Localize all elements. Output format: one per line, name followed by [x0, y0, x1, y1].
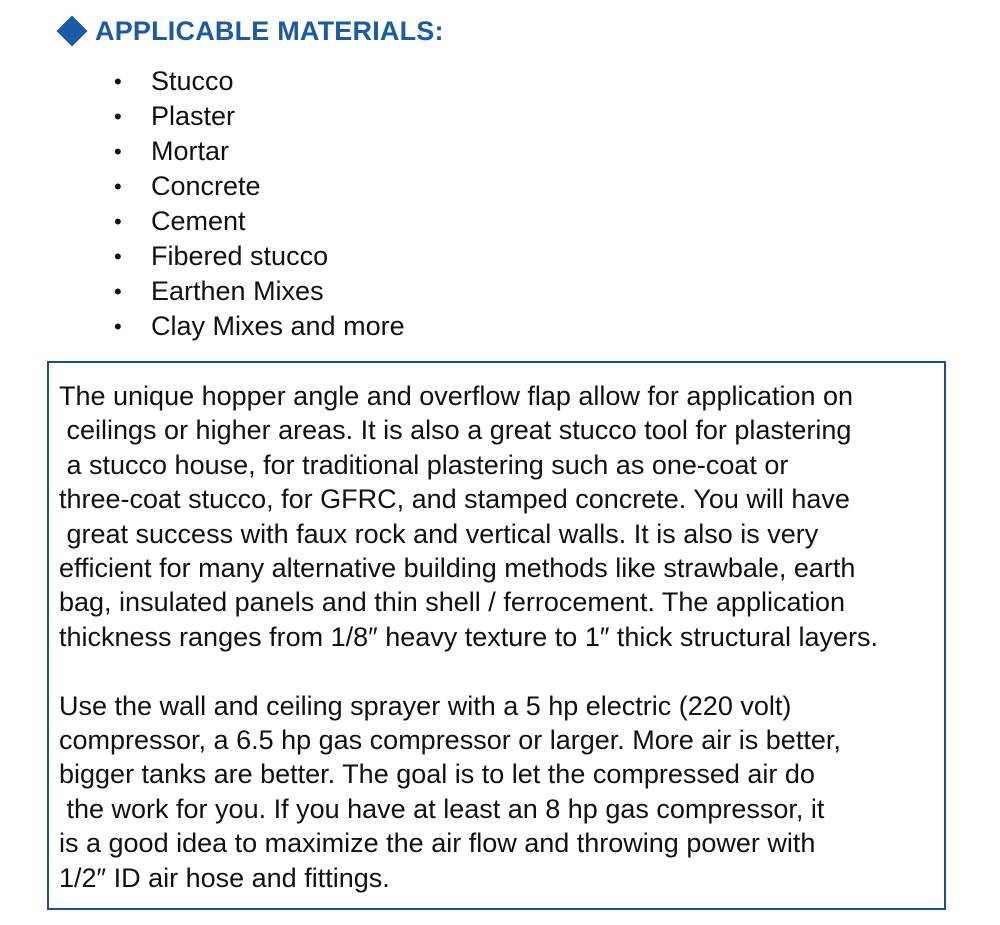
text-line: compressor, a 6.5 hp gas compressor or larger. More air is better,: [59, 725, 841, 756]
list-item: [112, 239, 405, 274]
description-paragraph-2: [59, 689, 936, 895]
list-item: [112, 309, 405, 344]
materials-list: [112, 64, 405, 344]
text-line: Use the wall and ceiling sprayer with a 5 hp electric (220 volt): [59, 690, 792, 721]
text-line: three-coat stucco, for GFRC, and stamped concrete. You will have: [59, 484, 850, 515]
list-item: [112, 274, 405, 309]
text-line: a stucco house, for traditional plastering such as one-coat or: [59, 449, 789, 480]
diamond-icon: [56, 15, 87, 46]
bullet-icon: •: [114, 209, 122, 234]
list-item: [112, 169, 405, 204]
list-item: [112, 204, 405, 239]
description-paragraph-1: [59, 379, 936, 654]
text-line: bigger tanks are better. The goal is to let the compressed air do: [59, 759, 815, 790]
material-label: Cement: [151, 206, 246, 236]
material-label: Stucco: [151, 66, 234, 96]
material-label: Earthen Mixes: [151, 276, 324, 306]
text-line: efficient for many alternative building methods like strawbale, earth: [59, 553, 856, 584]
material-label: Concrete: [151, 171, 261, 201]
bullet-icon: •: [114, 104, 122, 129]
text-line: ceilings or higher areas. It is also a great stucco tool for plastering: [59, 415, 852, 446]
bullet-icon: •: [114, 174, 122, 199]
material-label: Clay Mixes and more: [151, 311, 405, 341]
bullet-icon: •: [114, 314, 122, 339]
material-label: Mortar: [151, 136, 230, 166]
text-line: thickness ranges from 1/8″ heavy texture to 1″ thick structural layers.: [59, 621, 878, 652]
bullet-icon: •: [114, 139, 122, 164]
description-box: [47, 361, 946, 910]
section-header: [55, 13, 444, 49]
material-label: Fibered stucco: [151, 241, 329, 271]
text-line: The unique hopper angle and overflow flap allow for application on: [59, 381, 854, 411]
section-title: APPLICABLE MATERIALS:: [95, 15, 444, 46]
text-line: the work for you. If you have at least an 8 hp gas compressor, it: [59, 793, 825, 824]
text-line: 1/2″ ID air hose and fittings.: [59, 862, 390, 893]
text-line: is a good idea to maximize the air flow and throwing power with: [59, 828, 816, 859]
text-line: great success with faux rock and vertical walls. It is also is very: [59, 518, 819, 549]
text-line: bag, insulated panels and thin shell / ferrocement. The application: [59, 587, 846, 618]
list-item: [112, 99, 405, 134]
list-item: [112, 64, 405, 99]
bullet-icon: •: [114, 244, 122, 269]
material-label: Plaster: [151, 101, 236, 131]
bullet-icon: •: [114, 69, 122, 94]
list-item: [112, 134, 405, 169]
bullet-icon: •: [114, 279, 122, 304]
